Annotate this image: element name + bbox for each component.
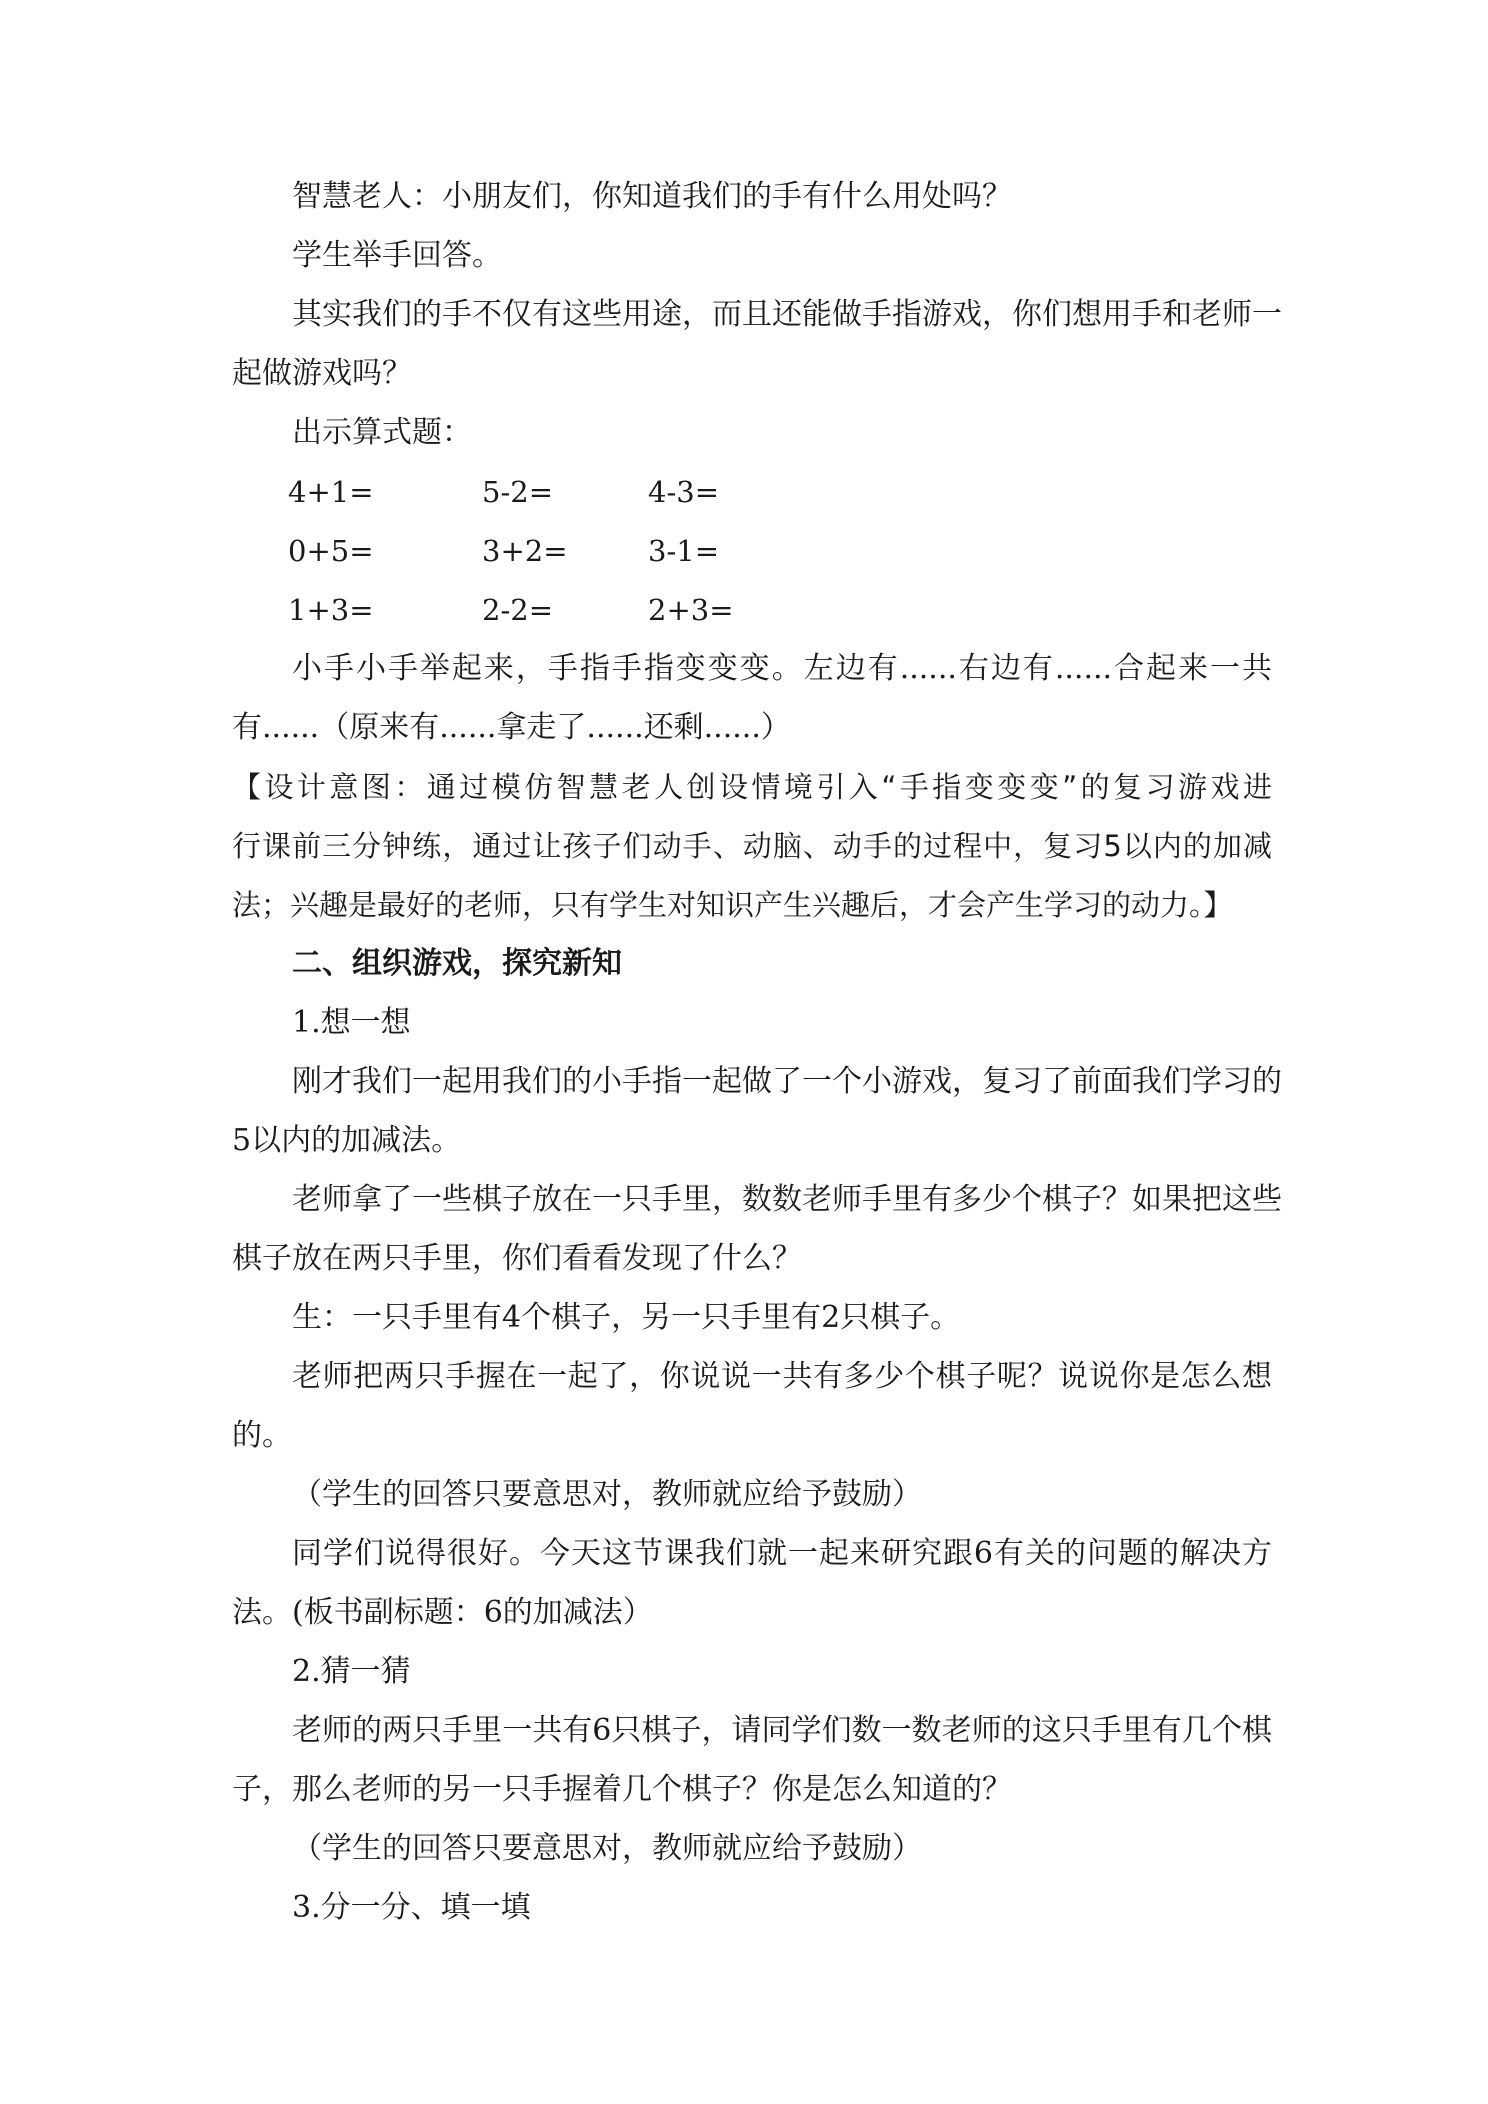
paragraph-chant-line2: 有......（原来有......拿走了......还剩......） (232, 710, 791, 745)
paragraph-hands-together-line2: 的。 (232, 1418, 292, 1453)
subheading-divide-fill: 3.分一分、填一填 (292, 1890, 531, 1925)
paragraph-students-answer: 学生举手回答。 (292, 238, 502, 273)
paragraph-chess-pieces-line2: 棋子放在两只手里，你们看看发现了什么？ (232, 1241, 802, 1276)
paragraph-wisdom-elder-question: 智慧老人：小朋友们，你知道我们的手有什么用处吗？ (292, 179, 1012, 214)
paragraph-review-line1: 刚才我们一起用我们的小手指一起做了一个小游戏，复习了前面我们学习的 (292, 1064, 1282, 1099)
design-intent-line2: 行课前三分钟练，通过让孩子们动手、动脑、动手的过程中，复习5以内的加减 (232, 829, 1272, 863)
paragraph-show-equations: 出示算式题： (292, 415, 472, 450)
subheading-think: 1.想一想 (292, 1005, 411, 1040)
equation-item: 3-1= (648, 534, 719, 568)
paragraph-encouragement-note-2: （学生的回答只要意思对，教师就应给予鼓励） (292, 1831, 922, 1866)
paragraph-six-pieces-line1: 老师的两只手里一共有6只棋子，请同学们数一数老师的这只手里有几个棋 (292, 1713, 1272, 1748)
paragraph-chant-line1: 小手小手举起来，手指手指变变变。左边有......右边有......合起来一共 (292, 651, 1272, 686)
paragraph-lesson-topic-line2: 法。(板书副标题：6的加减法） (232, 1595, 653, 1630)
paragraph-chess-pieces-line1: 老师拿了一些棋子放在一只手里，数数老师手里有多少个棋子？如果把这些 (292, 1182, 1282, 1217)
paragraph-hands-together-line1: 老师把两只手握在一起了，你说说一共有多少个棋子呢？说说你是怎么想 (292, 1359, 1272, 1394)
equation-item: 4-3= (648, 475, 719, 509)
equation-item: 5-2= (482, 475, 553, 509)
equation-item: 2+3= (648, 593, 734, 627)
paragraph-lesson-topic-line1: 同学们说得很好。今天这节课我们就一起来研究跟6有关的问题的解决方 (292, 1536, 1272, 1571)
equation-item: 0+5= (288, 534, 374, 568)
paragraph-finger-game-line2: 起做游戏吗？ (232, 356, 412, 391)
equation-item: 3+2= (482, 534, 568, 568)
equation-item: 1+3= (288, 593, 374, 627)
section-heading-2: 二、组织游戏，探究新知 (292, 946, 622, 981)
paragraph-review-line2: 5以内的加减法。 (232, 1123, 462, 1158)
design-intent-line1: 【设计意图：通过模仿智慧老人创设情境引入“手指变变变”的复习游戏进 (232, 770, 1272, 804)
equation-item: 2-2= (482, 593, 553, 627)
subheading-guess: 2.猜一猜 (292, 1654, 411, 1689)
paragraph-finger-game-line1: 其实我们的手不仅有这些用途，而且还能做手指游戏，你们想用手和老师一 (292, 297, 1282, 332)
equation-item: 4+1= (288, 475, 374, 509)
paragraph-six-pieces-line2: 子，那么老师的另一只手握着几个棋子？你是怎么知道的？ (232, 1772, 1012, 1807)
paragraph-encouragement-note: （学生的回答只要意思对，教师就应给予鼓励） (292, 1477, 922, 1512)
design-intent-line3: 法；兴趣是最好的老师，只有学生对知识产生兴趣后，才会产生学习的动力。】 (232, 888, 1233, 922)
paragraph-student-reply: 生：一只手里有4个棋子，另一只手里有2只棋子。 (292, 1300, 961, 1335)
